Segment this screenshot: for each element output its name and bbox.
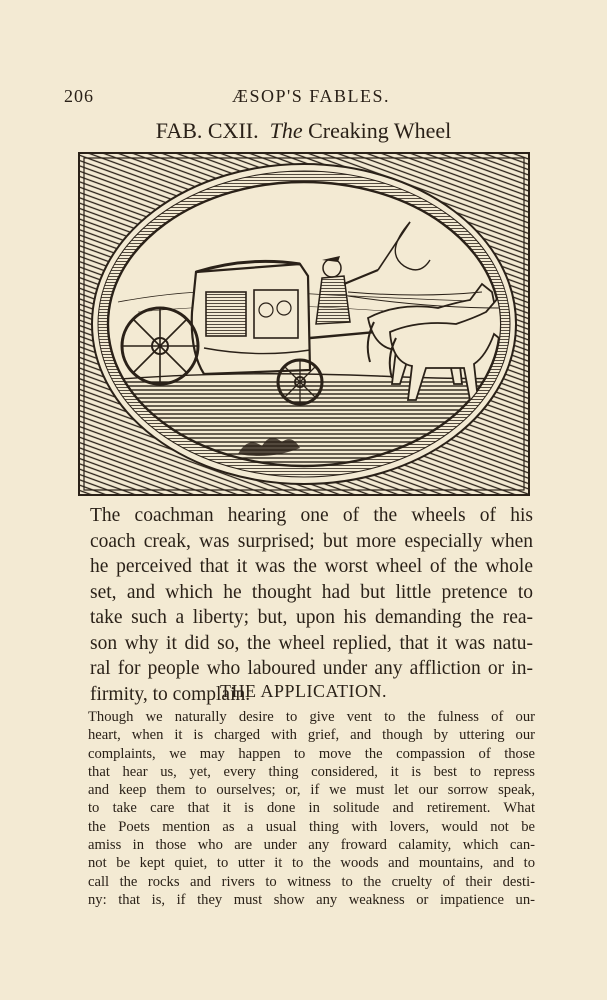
application-line: to take care that it is done in solitude and retirement. What <box>88 800 535 817</box>
fable-text-line: he perceived that it was the worst wheel of the whole <box>90 556 533 577</box>
fable-title-name: Creaking Wheel <box>308 118 452 143</box>
application-text <box>88 708 535 909</box>
woodcut-illustration <box>78 152 530 496</box>
application-line: and keep them to ourselves; or, if we must let our sorrow speak, <box>88 782 535 799</box>
application-line: heart, when it is charged with grief, and though by uttering our <box>88 727 535 744</box>
fable-text-line: ral for people who laboured under any affliction or in- <box>90 658 533 679</box>
application-line: ny: that is, if they must show any weakness or impatience un- <box>88 891 535 908</box>
application-line: Though we naturally desire to give vent to the fulness of our <box>88 709 535 725</box>
fable-text-line: take such a liberty; but, upon his demanding the rea- <box>90 607 533 628</box>
application-heading: THE APPLICATION. <box>219 681 387 701</box>
fable-title <box>0 118 607 144</box>
running-title: ÆSOP'S FABLES. <box>232 86 390 106</box>
page-header <box>64 86 544 110</box>
application-line: complaints, we may happen to move the compassion of those <box>88 745 535 762</box>
fable-text-line: coach creak, was surprised; but more especially when <box>90 530 533 552</box>
page-number: 206 <box>64 86 94 106</box>
fable-text-line: set, and which he thought had but little pretence to <box>90 581 533 603</box>
application-line: call the rocks and rivers to witness to the cruelty of their desti- <box>88 873 535 890</box>
application-line: the Poets mention as a usual thing with lovers, would not be <box>88 818 535 835</box>
fable-number: FAB. CXII. <box>155 118 259 143</box>
fable-text <box>90 503 533 707</box>
fable-text-line: son why it did so, the wheel replied, that it was natu- <box>90 632 533 654</box>
fable-title-italic: The <box>269 118 303 143</box>
fable-text-line: The coachman hearing one of the wheels of his <box>90 505 533 526</box>
application-line: amiss in those who are under any froward calamity, which can- <box>88 837 535 854</box>
application-line: that hear us, yet, every thing considered, it is best to repress <box>88 763 535 780</box>
application-line: not be kept quiet, to utter it to the woods and mountains, and to <box>88 855 535 872</box>
fable-text-line: firmity, to complain. <box>90 683 251 705</box>
